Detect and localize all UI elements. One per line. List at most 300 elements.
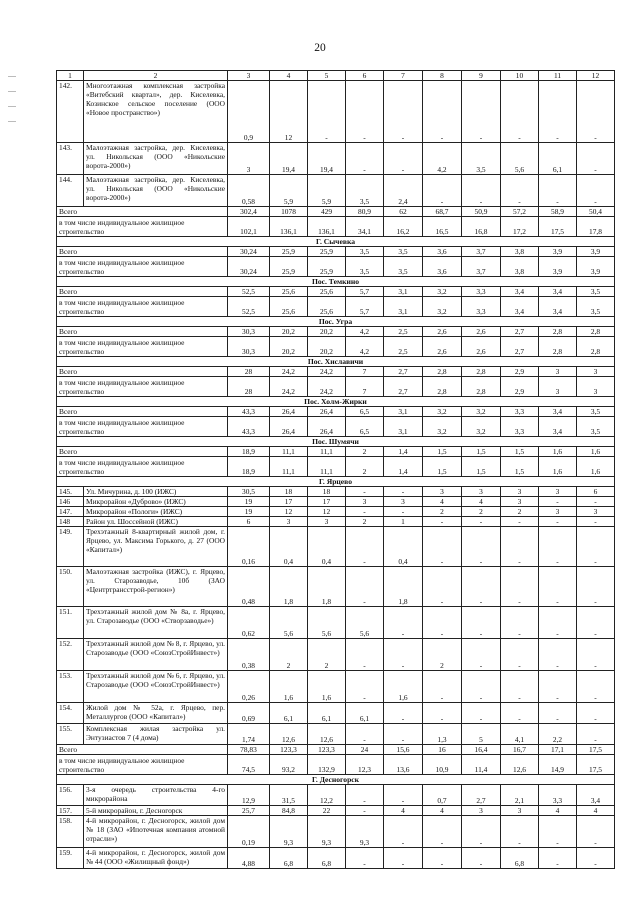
subtotal-row — [57, 257, 615, 277]
table-row — [57, 487, 615, 497]
value-cell: - — [346, 671, 384, 703]
value-cell: 11,1 — [270, 457, 308, 477]
value-cell: 2,8 — [423, 367, 462, 377]
value-cell: 3 — [539, 507, 577, 517]
value-cell: 0,16 — [228, 527, 270, 567]
value-cell: 31,5 — [270, 785, 308, 806]
value-cell: 3 — [462, 806, 501, 816]
value-cell: 13,6 — [384, 755, 423, 775]
total-row — [57, 745, 615, 755]
value-cell: 25,9 — [308, 247, 346, 257]
value-cell: 3,3 — [501, 407, 539, 417]
value-cell: 4,2 — [346, 327, 384, 337]
value-cell: - — [423, 527, 462, 567]
value-cell: - — [577, 671, 615, 703]
value-cell: 3,5 — [462, 143, 501, 175]
table-row — [57, 816, 615, 848]
value-cell: - — [462, 567, 501, 607]
object-name: Малоэтажная застройка (ИЖС), г. Ярцево, ул. Старозаводье, 10б (ЗАО «Центртрансстрой-регион») — [84, 567, 228, 607]
value-cell: 11,1 — [308, 457, 346, 477]
section-title: Г. Десногорск — [57, 775, 615, 785]
value-cell: 26,4 — [308, 407, 346, 417]
value-cell: 3 — [308, 517, 346, 527]
value-cell: - — [577, 816, 615, 848]
value-cell: 3,8 — [501, 247, 539, 257]
value-cell: 50,4 — [577, 207, 615, 217]
value-cell: 12 — [270, 507, 308, 517]
table-row — [57, 567, 615, 607]
value-cell: 17,8 — [577, 217, 615, 237]
value-cell: 3,5 — [346, 175, 384, 207]
column-number-6: 6 — [346, 71, 384, 81]
value-cell: 0,26 — [228, 671, 270, 703]
value-cell: - — [577, 517, 615, 527]
value-cell: - — [384, 816, 423, 848]
row-number: 148 — [57, 517, 84, 527]
total-label: Всего — [57, 247, 228, 257]
value-cell: 3 — [539, 377, 577, 397]
value-cell: 25,6 — [270, 297, 308, 317]
row-number: 150. — [57, 567, 84, 607]
table-row — [57, 724, 615, 745]
value-cell: 4,1 — [501, 724, 539, 745]
table-row — [57, 785, 615, 806]
value-cell: - — [346, 785, 384, 806]
value-cell: 84,8 — [270, 806, 308, 816]
value-cell: 9,3 — [346, 816, 384, 848]
value-cell: 20,2 — [308, 337, 346, 357]
section-title: Пос. Угра — [57, 317, 615, 327]
value-cell: 1,74 — [228, 724, 270, 745]
value-cell: 3 — [577, 507, 615, 517]
subtotal-row — [57, 755, 615, 775]
value-cell: 25,6 — [308, 297, 346, 317]
object-name: Жилой дом № 52а, г. Ярцево, пер. Металлургов (ООО «Капитал») — [84, 703, 228, 724]
value-cell: - — [539, 639, 577, 671]
total-label: Всего — [57, 367, 228, 377]
value-cell: 3,1 — [384, 297, 423, 317]
subtotal-row — [57, 417, 615, 437]
value-cell: 18,9 — [228, 447, 270, 457]
value-cell: 2,6 — [462, 337, 501, 357]
value-cell: - — [346, 81, 384, 143]
subtotal-label: в том числе индивидуальное жилищное строительство — [57, 417, 228, 437]
value-cell: 17 — [308, 497, 346, 507]
value-cell: - — [423, 607, 462, 639]
value-cell: 2,8 — [577, 337, 615, 357]
value-cell: 68,7 — [423, 207, 462, 217]
value-cell: - — [462, 517, 501, 527]
value-cell: 0,48 — [228, 567, 270, 607]
row-number: 153. — [57, 671, 84, 703]
value-cell: 2,6 — [423, 337, 462, 357]
table-body — [57, 71, 615, 869]
value-cell: 22 — [308, 806, 346, 816]
value-cell: 30,24 — [228, 257, 270, 277]
value-cell: 2 — [462, 507, 501, 517]
table-row — [57, 143, 615, 175]
value-cell: 11,4 — [462, 755, 501, 775]
value-cell: 57,2 — [501, 207, 539, 217]
value-cell: 136,1 — [308, 217, 346, 237]
total-row — [57, 407, 615, 417]
value-cell: 0,4 — [270, 527, 308, 567]
value-cell: 2 — [423, 507, 462, 517]
scan-margin-marks — [8, 76, 18, 166]
value-cell: 19 — [228, 497, 270, 507]
value-cell: - — [577, 81, 615, 143]
value-cell: 3 — [577, 377, 615, 397]
value-cell: 3,3 — [501, 417, 539, 437]
value-cell: - — [539, 607, 577, 639]
value-cell: 4,2 — [423, 143, 462, 175]
value-cell: 6,8 — [308, 848, 346, 869]
row-number: 147. — [57, 507, 84, 517]
row-number: 152. — [57, 639, 84, 671]
value-cell: 11,1 — [308, 447, 346, 457]
row-number: 154. — [57, 703, 84, 724]
value-cell: 3,2 — [462, 407, 501, 417]
value-cell: 7 — [346, 377, 384, 397]
object-name: 3-я очередь строительства 4-го микрорайона — [84, 785, 228, 806]
value-cell: 1,6 — [539, 447, 577, 457]
value-cell: 3 — [384, 497, 423, 507]
value-cell: - — [577, 703, 615, 724]
row-number: 143. — [57, 143, 84, 175]
value-cell: 1,8 — [270, 567, 308, 607]
section-row — [57, 477, 615, 487]
value-cell: - — [539, 497, 577, 507]
value-cell: 1,6 — [270, 671, 308, 703]
value-cell: 25,9 — [270, 247, 308, 257]
value-cell: 3,6 — [423, 257, 462, 277]
object-name: Трехэтажный 8-квартирный жилой дом, г. Ярцево, ул. Максима Горького, д. 27 (ООО «Капитал») — [84, 527, 228, 567]
value-cell: 28 — [228, 367, 270, 377]
value-cell: 20,2 — [308, 327, 346, 337]
total-row — [57, 287, 615, 297]
value-cell: 3,4 — [539, 297, 577, 317]
value-cell: 4 — [462, 497, 501, 507]
table-row — [57, 703, 615, 724]
value-cell: 25,6 — [308, 287, 346, 297]
table-row — [57, 497, 615, 507]
value-cell: 5,9 — [308, 175, 346, 207]
value-cell: 4,2 — [346, 337, 384, 357]
table-row — [57, 175, 615, 207]
value-cell: 25,7 — [228, 806, 270, 816]
value-cell: - — [577, 143, 615, 175]
value-cell: 1,6 — [577, 447, 615, 457]
subtotal-label: в том числе индивидуальное жилищное строительство — [57, 257, 228, 277]
value-cell: 4 — [423, 806, 462, 816]
value-cell: 5,7 — [346, 297, 384, 317]
row-number: 158. — [57, 816, 84, 848]
value-cell: 3,3 — [462, 287, 501, 297]
total-row — [57, 247, 615, 257]
value-cell: 3 — [539, 487, 577, 497]
value-cell: - — [501, 607, 539, 639]
value-cell: 2,7 — [384, 367, 423, 377]
value-cell: - — [462, 527, 501, 567]
value-cell: 25,9 — [308, 257, 346, 277]
value-cell: 6,5 — [346, 417, 384, 437]
section-row — [57, 397, 615, 407]
value-cell: - — [577, 497, 615, 507]
value-cell: 5,6 — [501, 143, 539, 175]
value-cell: 123,3 — [270, 745, 308, 755]
value-cell: 1,5 — [501, 447, 539, 457]
value-cell: 3,5 — [384, 247, 423, 257]
value-cell: 5,9 — [270, 175, 308, 207]
value-cell: 3 — [270, 517, 308, 527]
value-cell: 0,4 — [384, 527, 423, 567]
value-cell: 19,4 — [308, 143, 346, 175]
value-cell: - — [462, 703, 501, 724]
value-cell: - — [501, 527, 539, 567]
value-cell: 1,4 — [384, 447, 423, 457]
value-cell: 132,9 — [308, 755, 346, 775]
value-cell: 12,3 — [346, 755, 384, 775]
column-number-3: 3 — [228, 71, 270, 81]
total-label: Всего — [57, 327, 228, 337]
value-cell: 3,1 — [384, 407, 423, 417]
value-cell: 3,5 — [577, 287, 615, 297]
value-cell: 2,5 — [384, 337, 423, 357]
column-number-12: 12 — [577, 71, 615, 81]
value-cell: - — [384, 143, 423, 175]
section-row — [57, 237, 615, 247]
value-cell: 3,2 — [423, 297, 462, 317]
value-cell: 3 — [577, 367, 615, 377]
value-cell: 10,9 — [423, 755, 462, 775]
column-number-5: 5 — [308, 71, 346, 81]
value-cell: 15,6 — [384, 745, 423, 755]
total-row — [57, 327, 615, 337]
value-cell: 50,9 — [462, 207, 501, 217]
object-name: 4-й микрорайон, г. Десногорск, жилой дом № 18 (ЗАО «Ипотечная компания атомной отрасли») — [84, 816, 228, 848]
value-cell: 2,7 — [384, 377, 423, 397]
value-cell: - — [423, 567, 462, 607]
value-cell: - — [462, 81, 501, 143]
row-number: 159. — [57, 848, 84, 869]
value-cell: 24,2 — [270, 377, 308, 397]
value-cell: 1,5 — [501, 457, 539, 477]
object-name: 5-й микрорайон, г. Десногорск — [84, 806, 228, 816]
row-number: 142. — [57, 81, 84, 143]
column-number-8: 8 — [423, 71, 462, 81]
value-cell: 0,58 — [228, 175, 270, 207]
table-row — [57, 81, 615, 143]
value-cell: - — [462, 816, 501, 848]
value-cell: 20,2 — [270, 337, 308, 357]
value-cell: 3,5 — [346, 247, 384, 257]
value-cell: 4 — [384, 806, 423, 816]
value-cell: 24,2 — [308, 367, 346, 377]
value-cell: 1,8 — [384, 567, 423, 607]
value-cell: 3 — [539, 367, 577, 377]
value-cell: 0,69 — [228, 703, 270, 724]
value-cell: 3,7 — [462, 247, 501, 257]
value-cell: 20,2 — [270, 327, 308, 337]
column-number-4: 4 — [270, 71, 308, 81]
value-cell: 12,9 — [228, 785, 270, 806]
value-cell: 12 — [308, 507, 346, 517]
value-cell: 4 — [577, 806, 615, 816]
value-cell: 12 — [270, 81, 308, 143]
value-cell: 19,4 — [270, 143, 308, 175]
value-cell: 1,5 — [462, 457, 501, 477]
value-cell: - — [539, 527, 577, 567]
value-cell: 5 — [462, 724, 501, 745]
value-cell: 74,5 — [228, 755, 270, 775]
value-cell: 3,4 — [577, 785, 615, 806]
object-name: Малоэтажная застройка, дер. Киселевка, ул. Никольская (ООО «Никольские ворота-2000») — [84, 175, 228, 207]
table-row — [57, 517, 615, 527]
value-cell: - — [577, 567, 615, 607]
value-cell: 3,5 — [346, 257, 384, 277]
housing-construction-table — [56, 70, 615, 869]
value-cell: 1,5 — [423, 447, 462, 457]
value-cell: 2 — [270, 639, 308, 671]
total-row — [57, 367, 615, 377]
value-cell: 12,6 — [308, 724, 346, 745]
object-name: Ул. Мичурина, д. 100 (ИЖС) — [84, 487, 228, 497]
value-cell: 9,3 — [308, 816, 346, 848]
value-cell: 3,4 — [501, 287, 539, 297]
row-number: 156. — [57, 785, 84, 806]
value-cell: - — [346, 507, 384, 517]
value-cell: - — [346, 639, 384, 671]
value-cell: 3,2 — [462, 417, 501, 437]
row-number: 144. — [57, 175, 84, 207]
value-cell: 0,9 — [228, 81, 270, 143]
value-cell: - — [384, 785, 423, 806]
value-cell: 3,9 — [577, 247, 615, 257]
subtotal-label: в том числе индивидуальное жилищное строительство — [57, 755, 228, 775]
value-cell: 2 — [346, 447, 384, 457]
value-cell: 3,5 — [384, 257, 423, 277]
section-row — [57, 277, 615, 287]
value-cell: - — [384, 81, 423, 143]
total-label: Всего — [57, 287, 228, 297]
value-cell: 1,6 — [539, 457, 577, 477]
value-cell: 1,6 — [308, 671, 346, 703]
value-cell: 2,8 — [423, 377, 462, 397]
value-cell: - — [423, 816, 462, 848]
value-cell: 3,3 — [462, 297, 501, 317]
value-cell: 12,6 — [501, 755, 539, 775]
row-number: 146 — [57, 497, 84, 507]
value-cell: 3,7 — [462, 257, 501, 277]
total-row — [57, 447, 615, 457]
value-cell: 302,4 — [228, 207, 270, 217]
value-cell: 2,7 — [501, 327, 539, 337]
value-cell: 30,3 — [228, 327, 270, 337]
value-cell: 2,1 — [501, 785, 539, 806]
value-cell: 3,8 — [501, 257, 539, 277]
value-cell: - — [384, 703, 423, 724]
value-cell: 16,4 — [462, 745, 501, 755]
value-cell: 1,4 — [384, 457, 423, 477]
value-cell: 6,1 — [539, 143, 577, 175]
value-cell: - — [346, 806, 384, 816]
subtotal-label: в том числе индивидуальное жилищное строительство — [57, 337, 228, 357]
value-cell: 4,88 — [228, 848, 270, 869]
value-cell: 34,1 — [346, 217, 384, 237]
value-cell: 3,4 — [539, 417, 577, 437]
value-cell: - — [384, 848, 423, 869]
subtotal-row — [57, 297, 615, 317]
value-cell: 3,1 — [384, 417, 423, 437]
value-cell: 7 — [346, 367, 384, 377]
value-cell: 3,4 — [539, 287, 577, 297]
value-cell: 3,2 — [423, 417, 462, 437]
value-cell: 3,9 — [539, 257, 577, 277]
value-cell: 9,3 — [270, 816, 308, 848]
subtotal-row — [57, 337, 615, 357]
value-cell: 93,2 — [270, 755, 308, 775]
value-cell: 6,1 — [346, 703, 384, 724]
value-cell: 17,5 — [577, 755, 615, 775]
value-cell: - — [501, 639, 539, 671]
value-cell: 1,6 — [384, 671, 423, 703]
value-cell: 0,62 — [228, 607, 270, 639]
value-cell: 25,6 — [270, 287, 308, 297]
value-cell: - — [346, 724, 384, 745]
value-cell: 43,3 — [228, 407, 270, 417]
value-cell: - — [501, 671, 539, 703]
value-cell: - — [577, 607, 615, 639]
value-cell: 0,7 — [423, 785, 462, 806]
value-cell: 3,4 — [539, 407, 577, 417]
value-cell: 12,6 — [270, 724, 308, 745]
value-cell: - — [346, 487, 384, 497]
section-row — [57, 437, 615, 447]
value-cell: 3 — [462, 487, 501, 497]
value-cell: 2,8 — [462, 367, 501, 377]
value-cell: 1,5 — [423, 457, 462, 477]
value-cell: - — [501, 175, 539, 207]
section-title: Г. Сычевка — [57, 237, 615, 247]
value-cell: 2,6 — [462, 327, 501, 337]
value-cell: 16,8 — [462, 217, 501, 237]
object-name: Микрорайон «Пологи» (ИЖС) — [84, 507, 228, 517]
section-title: Пос. Холм-Жирки — [57, 397, 615, 407]
object-name: Трехэтажный жилой дом № 8, г. Ярцево, ул. Старозаводье (ООО «СоюзСтройИнвест») — [84, 639, 228, 671]
value-cell: 12,2 — [308, 785, 346, 806]
value-cell: 2,8 — [539, 327, 577, 337]
value-cell: - — [384, 724, 423, 745]
total-label: Всего — [57, 447, 228, 457]
value-cell: - — [384, 607, 423, 639]
value-cell: 2 — [346, 457, 384, 477]
value-cell: 2,2 — [539, 724, 577, 745]
value-cell: 0,19 — [228, 816, 270, 848]
value-cell: 3,5 — [577, 407, 615, 417]
value-cell: 1,8 — [308, 567, 346, 607]
value-cell: - — [346, 527, 384, 567]
value-cell: 14,9 — [539, 755, 577, 775]
value-cell: 3 — [423, 487, 462, 497]
value-cell: 3 — [501, 497, 539, 507]
value-cell: - — [423, 703, 462, 724]
subtotal-label: в том числе индивидуальное жилищное строительство — [57, 377, 228, 397]
value-cell: - — [539, 567, 577, 607]
value-cell: - — [501, 816, 539, 848]
value-cell: 30,5 — [228, 487, 270, 497]
value-cell: 2,8 — [462, 377, 501, 397]
value-cell: 2,8 — [577, 327, 615, 337]
